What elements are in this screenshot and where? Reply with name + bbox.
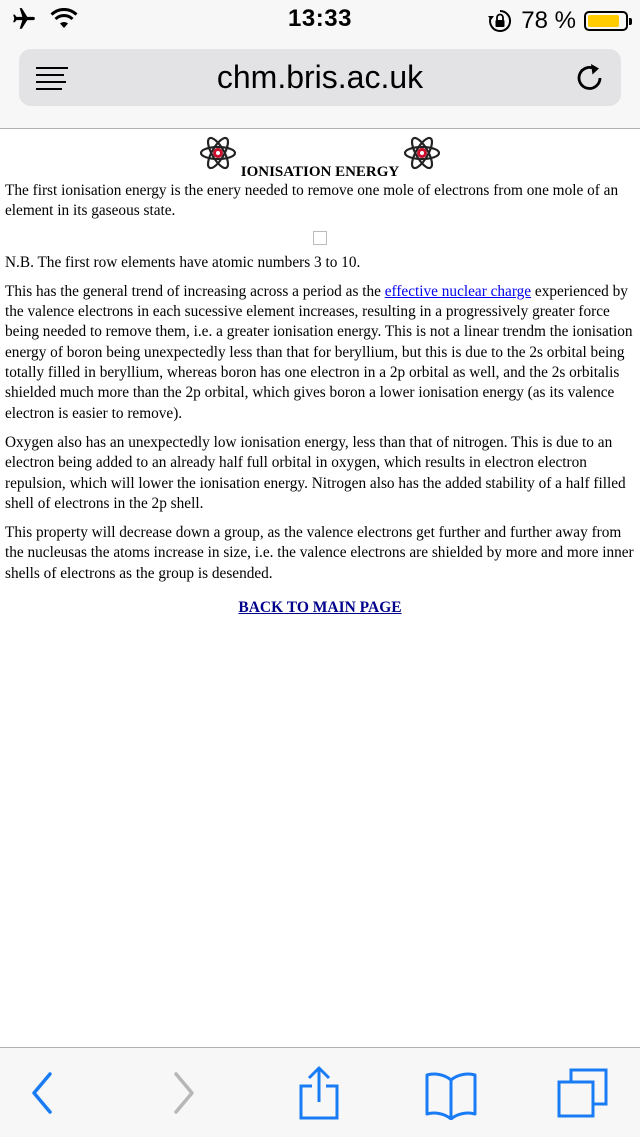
browser-top-bar [0, 40, 640, 129]
paragraph-definition: The first ionisation energy is the enery needed to remove one mole of electrons from one mole of an element in its gaseous state. [5, 182, 619, 220]
status-time: 13:33 [288, 5, 352, 32]
back-link-row [5, 598, 635, 618]
title-row [5, 135, 635, 181]
back-arrow-icon[interactable] [26, 1066, 60, 1120]
status-right [487, 7, 628, 35]
paragraph-note: N.B. The first row elements have atomic numbers 3 to 10. [5, 253, 361, 271]
effective-nuclear-charge-link[interactable]: effective nuclear charge [384, 282, 532, 300]
status-bar [0, 0, 640, 40]
paragraph-trend-rest: experienced by the valence electrons in each sucessive element increases, resulting in a progressively greater force being needed to remove them, i.e. a greater ionisation energy. This is not a linear trendm the ionisation energy of boron being unexpectedly less than that for beryllium, but this is due to the 2s orbital being totally filled in beryllium, whereas boron has one electron in a 2p orbital as well, and the 2s orbitalis shielded much more than the 2p orbital, which gives boron a lower ionisation energy (as its valence electron is easier to remove). [5, 282, 633, 422]
tabs-icon[interactable] [556, 1066, 610, 1120]
address-bar[interactable] [19, 49, 621, 106]
battery-percent: 78 % [521, 7, 576, 34]
battery-icon [584, 11, 628, 31]
paragraph-oxygen: Oxygen also has an unexpectedly low ionisation energy, less than that of nitrogen. This is due to an electron being added to an already half full orbital in oxygen, which results in electron electron repulsion, which will lower the ionisation energy. Nitrogen also has the added stability of a half filled shell of electrons in the 2p shell. [5, 433, 626, 512]
broken-image-placeholder [313, 231, 327, 245]
url-text[interactable]: chm.bris.ac.uk [216, 59, 424, 95]
paragraph-group: This property will decrease down a group, as the valence electrons get further and further away from the nucleusas the atoms increase in size, i.e. the valence electrons are shielded by more and more inner shells of electrons as the group is desended. [5, 524, 634, 582]
paragraph-trend-start: This has the general trend of increasing across a period as the [5, 282, 385, 300]
forward-arrow-icon[interactable] [166, 1066, 200, 1120]
paragraph-trend [5, 282, 635, 424]
bookmarks-icon[interactable] [424, 1066, 478, 1120]
share-icon[interactable] [296, 1066, 342, 1120]
page-title: IONISATION ENERGY [240, 164, 400, 180]
back-to-main-page-link[interactable]: BACK TO MAIN PAGE [238, 599, 402, 617]
browser-bottom-toolbar [0, 1047, 640, 1137]
reload-icon[interactable] [573, 61, 607, 95]
page-content [5, 130, 635, 618]
rotation-lock-icon [487, 8, 513, 34]
